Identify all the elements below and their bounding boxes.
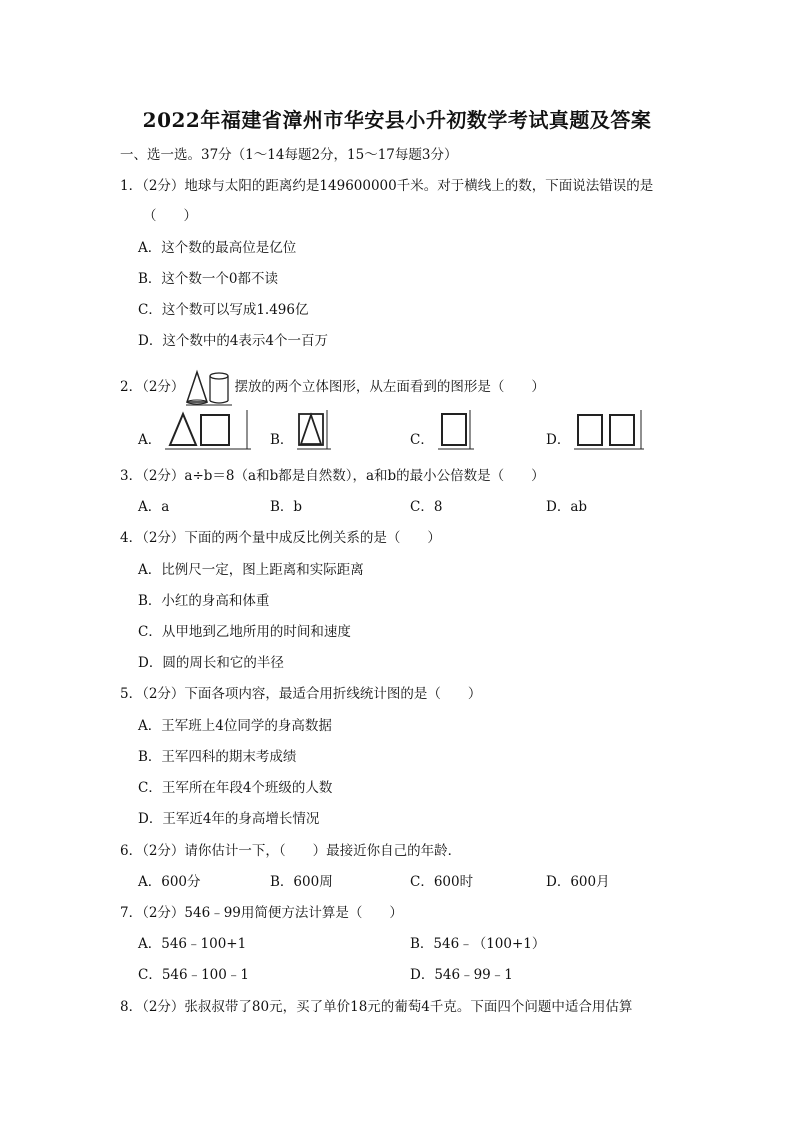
question-2-option-b-label: B． [270, 432, 294, 448]
question-5-option-b: B．王军四科的期末考成绩 [138, 749, 297, 765]
question-1-option-b: B．这个数一个0都不读 [138, 271, 279, 287]
question-2-option-d [546, 410, 644, 450]
question-2-suffix: 摆放的两个立体图形，从左面看到的图形是（ ） [234, 379, 545, 395]
question-2-prefix: 2．（2分） [120, 379, 185, 395]
question-1-stem: 1．（2分）地球与太阳的距离约是149600000千米。对于横线上的数，下面说法错误的是 [120, 178, 654, 194]
page-title: 2022年福建省漳州市华安县小升初数学考试真题及答案 [142, 108, 652, 132]
option-b-triangle-in-square-figure [297, 410, 331, 450]
question-3-option-a: A．a [138, 499, 170, 515]
question-2-option-a-label: A． [138, 432, 162, 448]
option-a-triangle-square-figure [165, 410, 251, 450]
question-3-option-c: C．8 [410, 499, 443, 515]
question-6-option-b: B．600周 [270, 874, 333, 890]
question-6-option-c: C．600时 [410, 874, 474, 890]
question-5-option-a: A．王军班上4位同学的身高数据 [138, 718, 332, 734]
question-4-option-d: D．圆的周长和它的半径 [138, 655, 284, 671]
question-1-option-a: A．这个数的最高位是亿位 [138, 240, 297, 256]
question-6-option-d: D．600月 [546, 874, 610, 890]
question-1-option-d: D．这个数中的4表示4个一百万 [138, 333, 329, 349]
question-2-option-b [270, 410, 331, 450]
question-1-option-c: C．这个数可以写成1.496亿 [138, 302, 309, 318]
section-heading: 一、选一选。37分（1～14每题2分，15～17每题3分） [120, 147, 458, 163]
question-2-stem [120, 368, 545, 407]
question-1-blank: （ ） [143, 208, 197, 224]
question-4-option-c: C．从甲地到乙地所用的时间和速度 [138, 624, 351, 640]
question-5-option-c: C．王军所在年段4个班级的人数 [138, 780, 333, 796]
option-c-square-figure [438, 410, 474, 450]
question-7-option-b: B．546﹣（100+1） [410, 936, 546, 952]
question-3-option-d: D．ab [546, 499, 588, 515]
question-4-option-a: A．比例尺一定，图上距离和实际距离 [138, 562, 364, 578]
question-6-stem: 6．（2分）请你估计一下，（ ）最接近你自己的年龄． [120, 843, 462, 859]
question-4-stem: 4．（2分）下面的两个量中成反比例关系的是（ ） [120, 530, 441, 546]
cone-cylinder-figure [185, 369, 233, 407]
question-8-stem: 8．（2分）张叔叔带了80元，买了单价18元的葡萄4千克。下面四个问题中适合用估算 [120, 999, 633, 1015]
question-7-option-a: A．546﹣100+1 [138, 936, 247, 952]
question-2-option-c-label: C． [410, 432, 434, 448]
question-5-stem: 5．（2分）下面各项内容，最适合用折线统计图的是（ ） [120, 686, 482, 702]
question-4-option-b: B．小红的身高和体重 [138, 593, 270, 609]
question-7-stem: 7．（2分）546﹣99用简便方法计算是（ ） [120, 905, 403, 921]
question-3-option-b: B．b [270, 499, 303, 515]
question-3-stem: 3．（2分）a÷b＝8（a和b都是自然数），a和b的最小公倍数是（ ） [120, 468, 545, 484]
question-2-option-a [138, 410, 251, 450]
question-7-option-d: D．546﹣99﹣1 [410, 967, 513, 983]
question-2-option-d-label: D． [546, 432, 571, 448]
question-2-option-c [410, 410, 474, 450]
option-d-two-squares-figure [574, 410, 644, 450]
question-5-option-d: D．王军近4年的身高增长情况 [138, 811, 320, 827]
question-7-option-c: C．546﹣100﹣1 [138, 967, 249, 983]
question-6-option-a: A．600分 [138, 874, 201, 890]
